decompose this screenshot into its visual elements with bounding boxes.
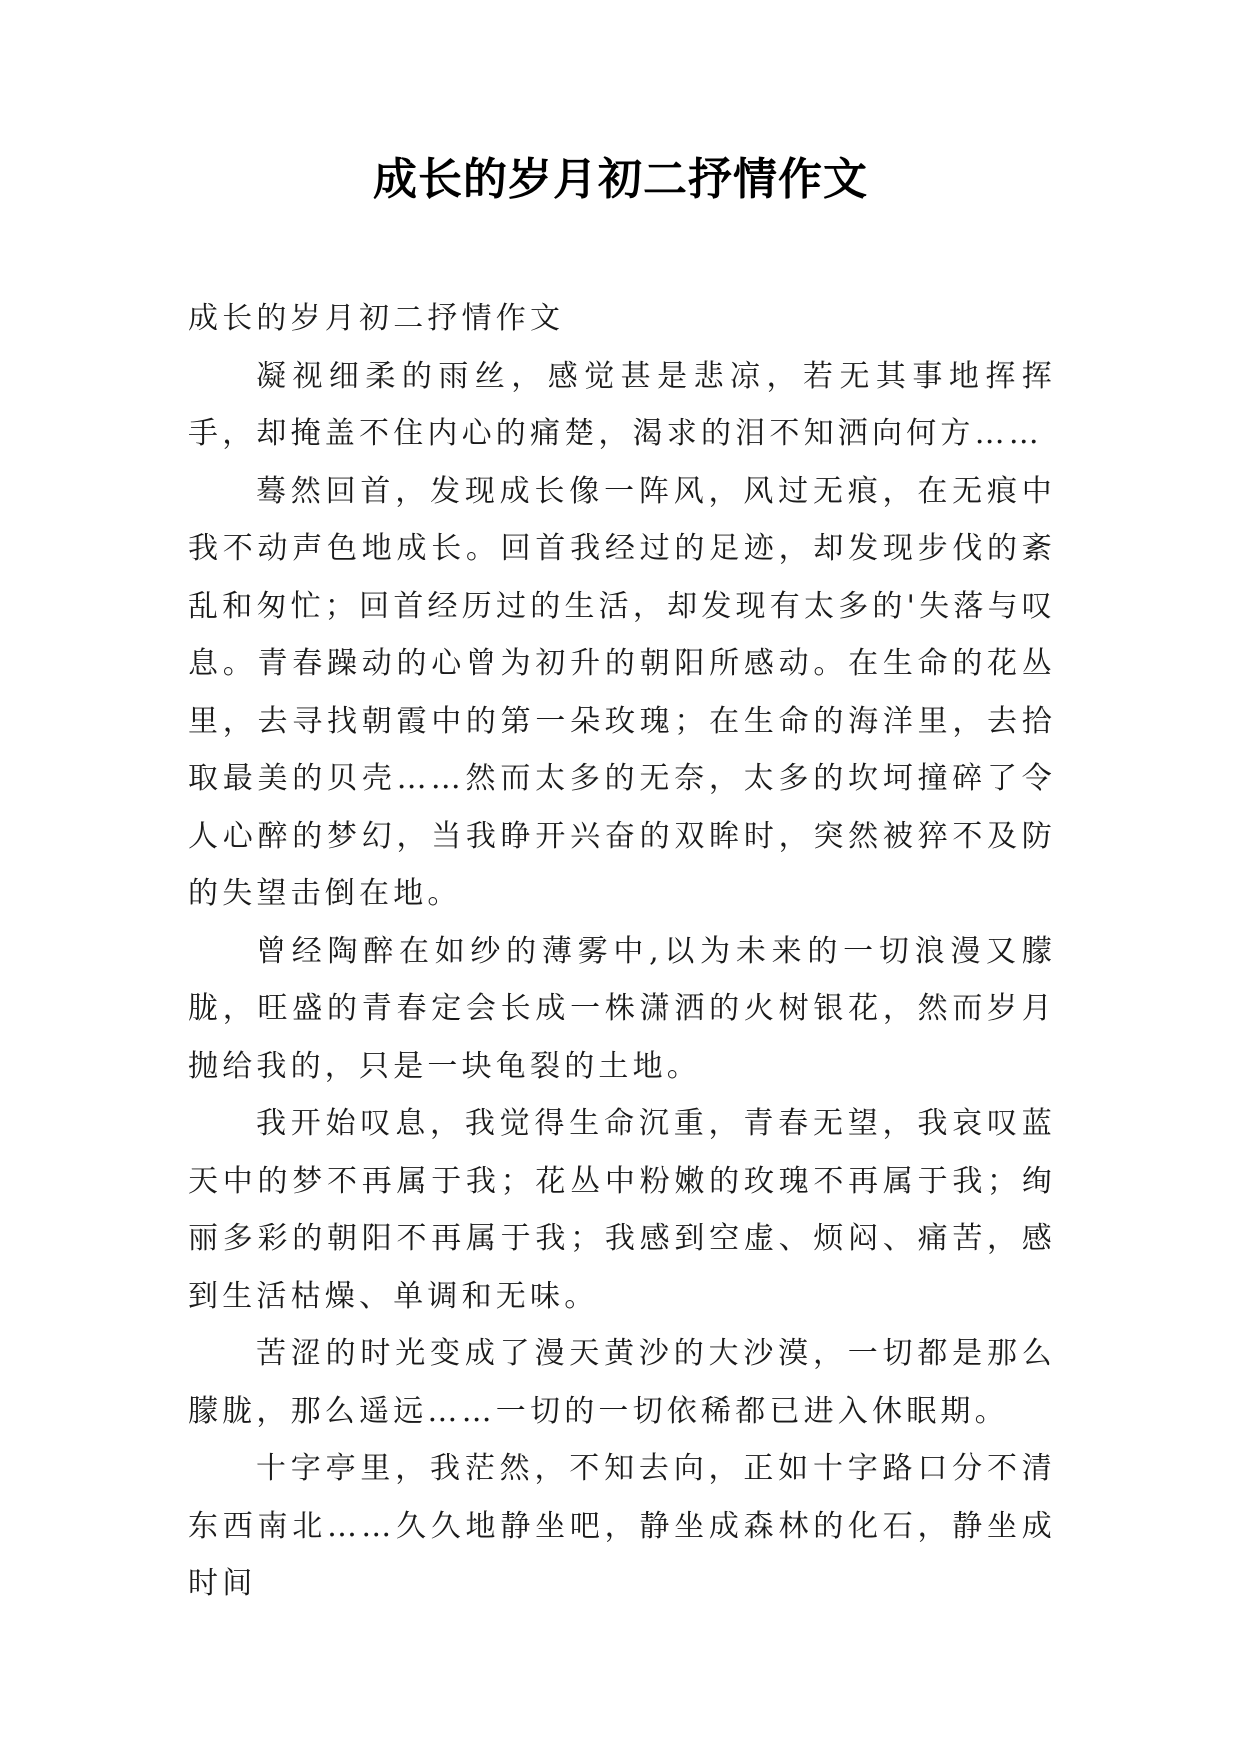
paragraph-6: 十字亭里，我茫然，不知去向，正如十字路口分不清东西南北……久久地静坐吧，静坐成森林的化石，静坐成时间: [188, 1451, 1056, 1601]
paragraph-2: 蓦然回首，发现成长像一阵风，风过无痕，在无痕中我不动声色地成长。回首我经过的足迹，却发现步伐的紊乱和匆忙；回首经历过的生活，却发现有太多的'失落与叹息。青春躁动的心曾为初升的朝阳所感动。在生命的花丛里，去寻找朝霞中的第一朵玫瑰；在生命的海洋里，去拾取最美的贝壳……然而太多的无奈，太多的坎坷撞碎了令人心醉的梦幻，当我睁开兴奋的双眸时，突然被猝不及防的失望击倒在地。: [188, 473, 1056, 911]
document-title: 成长的岁月初二抒情作文: [373, 154, 868, 205]
document-subtitle: 成长的岁月初二抒情作文: [188, 301, 565, 336]
paragraph-4: 我开始叹息，我觉得生命沉重，青春无望，我哀叹蓝天中的梦不再属于我；花丛中粉嫩的玫瑰不再属于我；绚丽多彩的朝阳不再属于我；我感到空虚、烦闷、痛苦，感到生活枯燥、单调和无味。: [188, 1106, 1056, 1314]
paragraph-1: 凝视细柔的雨丝，感觉甚是悲凉，若无其事地挥挥手，却掩盖不住内心的痛楚，渴求的泪不知洒向何方……: [188, 358, 1056, 451]
paragraph-3: 曾经陶醉在如纱的薄雾中,以为未来的一切浪漫又朦胧，旺盛的青春定会长成一株潇洒的火树银花，然而岁月抛给我的，只是一块龟裂的土地。: [188, 933, 1056, 1084]
document-body: [188, 290, 1056, 1613]
paragraph-5: 苦涩的时光变成了漫天黄沙的大沙漠，一切都是那么朦胧，那么遥远……一切的一切依稀都已进入休眠期。: [188, 1336, 1056, 1429]
